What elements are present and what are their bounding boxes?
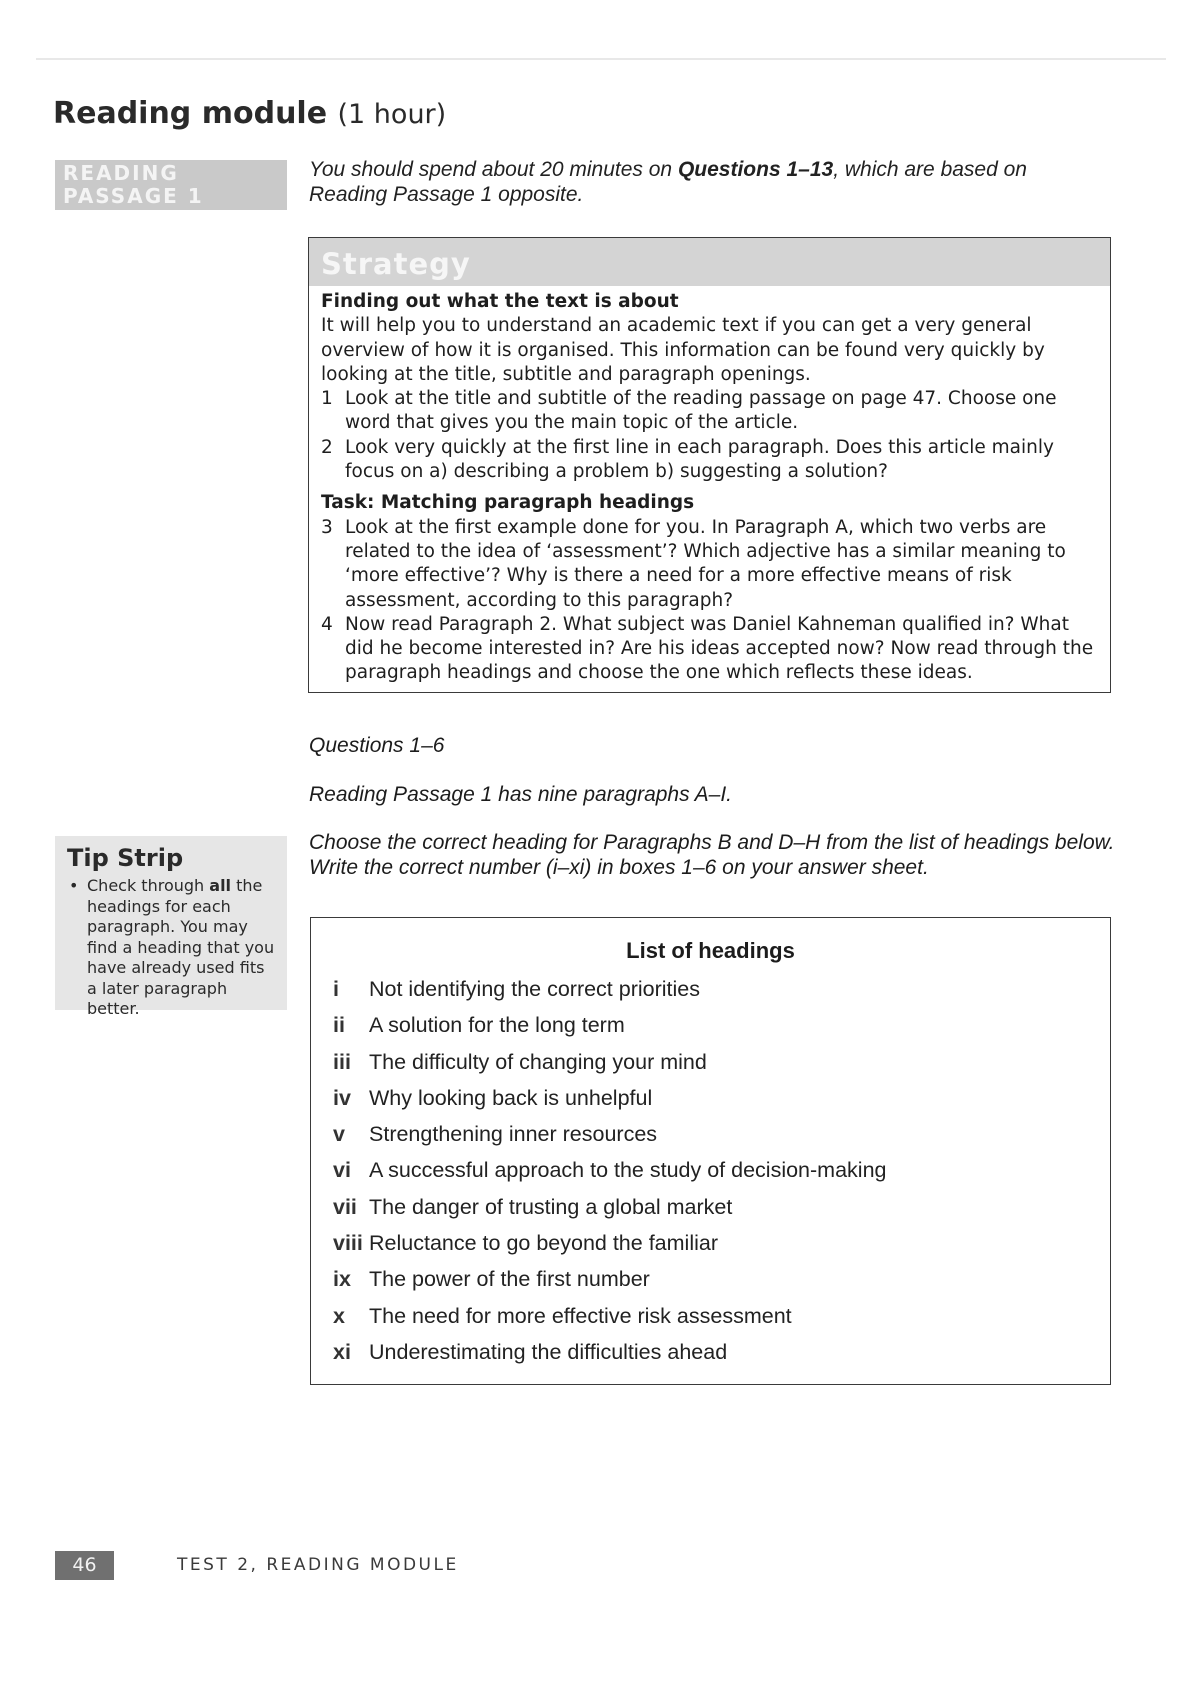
headings-list (333, 977, 886, 1376)
headings-title: List of headings (626, 938, 795, 963)
strategy-header: Strategy (309, 238, 1110, 286)
strategy-item-number: 3 (321, 516, 333, 538)
heading-item (333, 1158, 886, 1194)
strategy-item (321, 387, 1098, 436)
tip-text-bold: all (209, 876, 232, 895)
heading-item (333, 1340, 886, 1376)
heading-item (333, 1086, 886, 1122)
heading-item (333, 1122, 886, 1158)
strategy-item-text: Look at the first example done for you. In Paragraph A, which two verbs are related to the idea of ‘assessment’? Which adjective has a similar meaning to ‘more effective’? Why is there a need for a more effective means of risk assessment, according to this paragraph? (345, 516, 1066, 611)
tip-strip-text (87, 876, 277, 1020)
heading-text: Underestimating the difficulties ahead (369, 1339, 728, 1364)
heading-number: viii (333, 1231, 363, 1256)
heading-item (333, 977, 886, 1013)
heading-number: v (333, 1122, 345, 1147)
strategy-item-number: 4 (321, 613, 333, 635)
strategy-item-number: 2 (321, 436, 333, 458)
intro-part1: You should spend about 20 minutes on (309, 158, 678, 181)
heading-text: The need for more effective risk assessment (369, 1303, 792, 1328)
questions-instruction: Choose the correct heading for Paragraphs B and D–H from the list of headings below. Write the correct number (i–xi) in boxes 1–6 on your answer sheet. (309, 831, 1115, 879)
strategy-item-text: Now read Paragraph 2. What subject was Daniel Kahneman qualified in? What did he become interested in? Are his ideas accepted now? Now read through the paragraph headings and choose the one which reflects these ideas. (345, 613, 1094, 684)
heading-number: xi (333, 1339, 351, 1364)
heading-number: vii (333, 1194, 357, 1219)
heading-number: iii (333, 1049, 351, 1074)
page-number: 46 (55, 1551, 114, 1580)
passage-label-line2: PASSAGE 1 (63, 184, 204, 208)
strategy-section1-text: It will help you to understand an academic text if you can get a very general overview of how it is organised. This information can be found very quickly by looking at the title, subtitle and paragraph openings. (321, 315, 1045, 385)
passage-label (55, 160, 287, 210)
heading-text: Reluctance to go beyond the familiar (369, 1231, 718, 1256)
strategy-section2-heading: Task: Matching paragraph headings (321, 492, 695, 514)
heading-text: A successful approach to the study of decision-making (369, 1158, 887, 1183)
questions-range: Questions 1–6 (309, 734, 445, 757)
tip-text-after: the headings for each paragraph. You may find a heading that you have already used fits a later paragraph better. (87, 876, 275, 1018)
strategy-section1-heading: Finding out what the text is about (321, 291, 679, 312)
intro-part2: , which are based on Reading Passage 1 opposite. (309, 158, 1027, 206)
strategy-item (321, 613, 1098, 686)
heading-text: The power of the first number (369, 1267, 650, 1292)
tip-strip (55, 836, 287, 1018)
heading-item (333, 1231, 886, 1267)
strategy-item-text: Look very quickly at the first line in each paragraph. Does this article mainly focus on a) describing a problem b) suggesting a solution? (345, 436, 1054, 483)
tip-strip-title: Tip Strip (67, 844, 184, 872)
paragraphs-note: Reading Passage 1 has nine paragraphs A–I. (309, 783, 733, 806)
intro-questions: Questions 1–13 (677, 158, 834, 181)
footer-text: TEST 2, READING MODULE (177, 1555, 459, 1575)
heading-text: The danger of trusting a global market (369, 1194, 733, 1219)
strategy-item (321, 516, 1098, 613)
heading-text: Strengthening inner resources (369, 1122, 658, 1147)
heading-text: Why looking back is unhelpful (369, 1085, 653, 1110)
strategy-item-number: 1 (321, 388, 333, 410)
heading-item (333, 1304, 886, 1340)
heading-number: x (333, 1303, 345, 1328)
bullet-icon: • (69, 876, 79, 895)
heading-number: ix (333, 1267, 351, 1292)
tip-text-before: Check through (87, 876, 210, 895)
strategy-box (308, 237, 1111, 693)
strategy-body (309, 286, 1110, 686)
heading-item (333, 1013, 886, 1049)
page-title-text: Reading module (53, 96, 328, 131)
heading-number: vi (333, 1158, 351, 1183)
duration: (1 hour) (337, 99, 447, 130)
heading-item (333, 1050, 886, 1086)
strategy-item-text: Look at the title and subtitle of the reading passage on page 47. Choose one word that gives you the main topic of the article. (345, 388, 1057, 434)
passage-label-line1: READING (63, 161, 179, 185)
heading-text: A solution for the long term (369, 1013, 625, 1038)
strategy-item (321, 436, 1098, 485)
heading-number: iv (333, 1085, 351, 1110)
heading-number: i (333, 977, 339, 1001)
heading-text: The difficulty of changing your mind (369, 1049, 707, 1074)
intro-text (309, 157, 1109, 207)
tip-strip-body (67, 876, 277, 1020)
headings-box (310, 917, 1111, 1385)
page-title (53, 96, 446, 131)
heading-item (333, 1267, 886, 1303)
heading-item (333, 1195, 886, 1231)
heading-text: Not identifying the correct priorities (369, 977, 701, 1001)
heading-number: ii (333, 1013, 345, 1038)
top-rule (36, 58, 1166, 60)
